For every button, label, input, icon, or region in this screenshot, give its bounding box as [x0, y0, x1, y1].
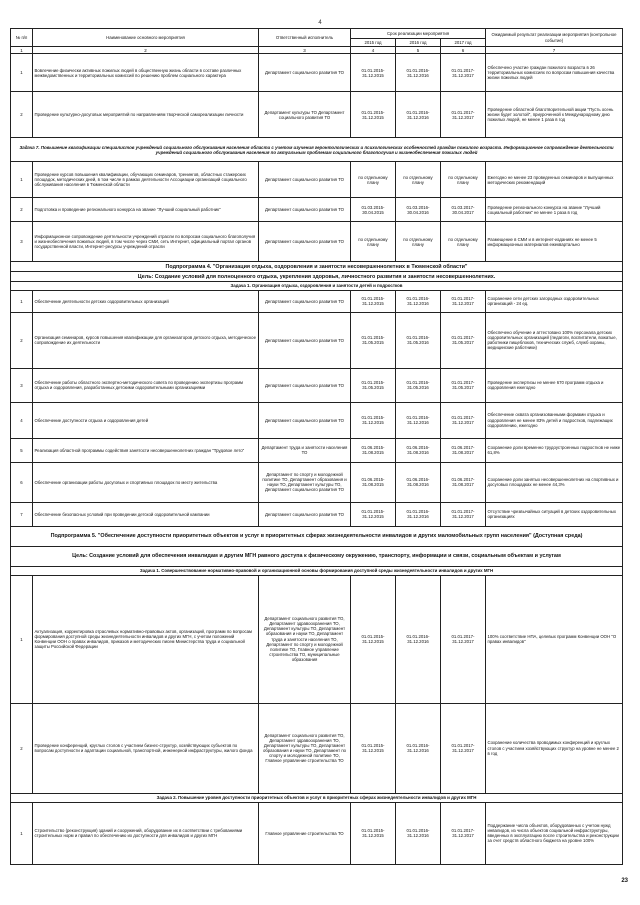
row-2017: 01.01.2017-31.12.2017 — [441, 92, 486, 138]
row-name: Подготовка и проведение регионального конкурса на звание "Лучший социальный работник" — [33, 198, 259, 222]
row-executor: Департамент социального развития ТО — [259, 368, 351, 402]
header-index-cell: 5 — [396, 47, 441, 54]
header-2015: 2015 год — [351, 39, 396, 47]
row-2016: 01.01.2016-31.12.2016 — [396, 575, 441, 703]
row-name: Обеспечение работы областного экспертно-методического совета по проведению экспертизы программ отдыха и оздоровления, разработанных детскими оздоровительными организациями — [33, 368, 259, 402]
row-2017: 01.01.2017-31.12.2017 — [441, 54, 486, 92]
row-2016: 01.01.2016-31.05.2016 — [396, 312, 441, 368]
table-row — [11, 162, 623, 198]
row-2016: по отдельному плану — [396, 162, 441, 198]
row-2017: 01.01.2017-31.05.2017 — [441, 368, 486, 402]
row-executor: Департамент социального развития ТО — [259, 162, 351, 198]
table-row — [11, 290, 623, 312]
row-2015: 01.01.2015-31.05.2015 — [351, 312, 396, 368]
row-num: 2 — [11, 92, 33, 138]
header-index-cell: 3 — [259, 47, 351, 54]
sheet-number: 23 — [621, 878, 628, 884]
row-num: 1 — [11, 290, 33, 312]
row-name: Обеспечение деятельности детских оздоровительных организаций — [33, 290, 259, 312]
header-period: Срок реализации мероприятия — [351, 29, 486, 39]
row-2015: 01.01.2015-31.12.2015 — [351, 92, 396, 138]
header-index-cell: 6 — [441, 47, 486, 54]
goal-row — [11, 546, 623, 566]
row-2016: 01.01.2016-31.12.2016 — [396, 703, 441, 793]
table-row — [11, 462, 623, 502]
row-2017: 01.01.2017-31.12.2017 — [441, 802, 486, 864]
row-num: 1 — [11, 162, 33, 198]
task-5-2-heading: Задача 2. Повышение уровня доступности приоритетных объектов и услуг в приоритетных сферах жизнедеятельности инвалидов и других МГН — [11, 793, 623, 802]
row-num: 3 — [11, 368, 33, 402]
row-name: Обеспечение организации работы досуговых и спортивных площадок по месту жительства — [33, 462, 259, 502]
header-index-cell: 1 — [11, 47, 33, 54]
task-row — [11, 566, 623, 575]
measures-table — [10, 28, 623, 865]
row-num: 1 — [11, 575, 33, 703]
row-num: 2 — [11, 312, 33, 368]
row-name: Организация семинаров, курсов повышения квалификации для организаторов детского отдыха, методическое сопровождение их деятельности — [33, 312, 259, 368]
row-name: Реализация областной программы содействия занятости несовершеннолетних граждан "Трудовое лето" — [33, 438, 259, 462]
row-executor: Департамент социального развития ТО — [259, 54, 351, 92]
row-2015: 01.01.2015-31.12.2015 — [351, 502, 396, 526]
row-2015: 01.03.2015-30.04.2015 — [351, 198, 396, 222]
table-row — [11, 222, 623, 262]
task-5-1-heading: Задача 1. Совершенствование нормативно-правовой и организационной основы формирования доступной среды жизнедеятельности инвалидов и других МГН — [11, 566, 623, 575]
table-row — [11, 54, 623, 92]
row-2016: 01.01.2016-31.12.2016 — [396, 402, 441, 438]
row-name: Актуализация, корректировка отраслевых нормативно-правовых актов, организаций, программ по вопросам формирования доступной среды жизнедеятельности инвалидов и других МГН, с учетом положений Конвенции ООН о правах инвалидов, приказов и методических писем Министерства труда и социальной защиты Российской Федерации — [33, 575, 259, 703]
row-executor: Департамент по спорту и молодежной политике ТО, Департамент образования и науки ТО, Департамент культуры ТО, Департамент социального развития ТО — [259, 462, 351, 502]
row-result: Ежегодно не менее 23 проведенных семинаров и выпущенных методических рекомендаций — [486, 162, 623, 198]
row-executor: Департамент социального развития ТО — [259, 312, 351, 368]
row-2017: 01.01.2017-31.12.2017 — [441, 575, 486, 703]
task-row — [11, 793, 623, 802]
row-name: Проведение курсов повышения квалификации, обучающих семинаров, тренингов, областных стажерских площадок, методических дней, в том числе в рамках деятельности Ассоциации организаций социального обслуживания населения в Тюменской области — [33, 162, 259, 198]
row-2016: 01.06.2016-31.08.2016 — [396, 438, 441, 462]
row-num: 5 — [11, 438, 33, 462]
row-executor: Департамент социального развития ТО — [259, 222, 351, 262]
row-num: 3 — [11, 222, 33, 262]
row-executor: Департамент социального развития ТО — [259, 290, 351, 312]
goal-4-heading: Цель: Создание условий для полноценного отдыха, укрепления здоровья, личностного развития и занятости несовершеннолетних. — [11, 272, 623, 282]
row-result: Поддержание числа объектов, оборудованных с учетом нужд инвалидов, из числа объектов социальной инфраструктуры, введенных в эксплуатацию после строительства и реконструкции за счет средств областного бюджета на уровне 100% — [486, 802, 623, 864]
subprogram-5-heading: Подпрограмма 5. "Обеспечение доступности приоритетных объектов и услуг в приоритетных сферах жизнедеятельности инвалидов и других маломобильных групп населения" (Доступная среда) — [11, 526, 623, 546]
table-row — [11, 802, 623, 864]
task-row — [11, 282, 623, 290]
row-2017: 01.01.2017-31.12.2017 — [441, 290, 486, 312]
row-name: Обеспечение доступности отдыха и оздоровления детей — [33, 402, 259, 438]
row-num: 1 — [11, 802, 33, 864]
row-2016: 01.01.2016-31.12.2016 — [396, 502, 441, 526]
row-name: Проведение конференций, круглых столов с участием бизнес-структур, хозяйствующих субъектов по вопросам доступности и адаптации социальной, транспортной, инженерной инфраструктуры, жилого фонда — [33, 703, 259, 793]
subprogram-4-heading: Подпрограмма 4. "Организация отдыха, оздоровления и занятости несовершеннолетних в Тюменской области" — [11, 262, 623, 272]
row-2015: 01.06.2015-31.08.2015 — [351, 438, 396, 462]
table-row — [11, 703, 623, 793]
row-result: Сохранение количества проводимых конференций и круглых столов с участием хозяйствующих структур на уровне не менее 2 в год — [486, 703, 623, 793]
header-index-cell: 7 — [486, 47, 623, 54]
row-result: Отсутствие чрезвычайных ситуаций в детских оздоровительных организациях — [486, 502, 623, 526]
row-2015: 01.01.2015-31.12.2015 — [351, 703, 396, 793]
row-result: Обеспечено участие граждан пожилого возраста в 26 территориальных комиссиях по вопросам повышения качества жизни пожилых людей — [486, 54, 623, 92]
row-result: Проведение областной благотворительной акции "Пусть осень жизни будет золотой", приуроченной к Международному дню пожилых людей, не менее 1 раза в год — [486, 92, 623, 138]
row-name: Информационное сопровождение деятельности учреждений отрасли по вопросам социального благополучия и жизнеобеспечения пожилых людей, в том числе через СМИ, сеть Интернет, официальный портал органов государственной власти, Интернет-ресурсы учреждений отрасли — [33, 222, 259, 262]
row-num: 2 — [11, 198, 33, 222]
row-executor: Департамент культуры ТО Департамент социального развития ТО — [259, 92, 351, 138]
row-2015: 01.01.2015-31.12.2015 — [351, 290, 396, 312]
row-executor: Департамент социального развития ТО — [259, 198, 351, 222]
row-name: Строительство (реконструкция) зданий и сооружений, оборудование их в соответствии с требованиями строительных норм и правил по обеспечению их доступности для инвалидов и других МГН — [33, 802, 259, 864]
header-name: Наименование основного мероприятия — [33, 29, 259, 47]
header-index-row — [11, 47, 623, 54]
row-2017: 01.01.2017-31.12.2017 — [441, 402, 486, 438]
row-name: Вовлечение физически активных пожилых людей в общественную жизнь области в составе различных межведомственных и территориальных комиссий по решению проблем социального характера — [33, 54, 259, 92]
table-row — [11, 92, 623, 138]
row-2016: 01.06.2016-31.08.2016 — [396, 462, 441, 502]
row-2015: 01.06.2015-31.08.2015 — [351, 462, 396, 502]
task-4-1-heading: Задача 1. Организация отдыха, оздоровления и занятости детей и подростков — [11, 282, 623, 290]
row-executor: Департамент социального развития ТО — [259, 402, 351, 438]
row-2017: 01.01.2017-31.05.2017 — [441, 312, 486, 368]
row-2016: 01.01.2016-31.05.2016 — [396, 368, 441, 402]
table-row — [11, 368, 623, 402]
goal-row — [11, 272, 623, 282]
row-2016: 01.01.2016-31.12.2016 — [396, 802, 441, 864]
row-num: 4 — [11, 402, 33, 438]
table-row — [11, 198, 623, 222]
row-2015: 01.01.2015-31.12.2015 — [351, 575, 396, 703]
row-result: Проведение регионального конкурса на звание "Лучший социальный работник" не менее 1 раза в год — [486, 198, 623, 222]
row-2015: по отдельному плану — [351, 222, 396, 262]
header-index-cell: 2 — [33, 47, 259, 54]
row-2016: 01.01.2016-31.12.2016 — [396, 290, 441, 312]
header-result: Ожидаемый результат реализации мероприятия (контрольное событие) — [486, 29, 623, 47]
page-top-number: 4 — [318, 20, 322, 26]
row-2015: 01.01.2015-31.05.2015 — [351, 368, 396, 402]
task-row — [11, 138, 623, 162]
row-2017: по отдельному плану — [441, 162, 486, 198]
row-num: 1 — [11, 54, 33, 92]
row-2017: 01.01.2017-31.12.2017 — [441, 502, 486, 526]
goal-5-heading: Цель: Создание условий для обеспечения инвалидам и другим МГН равного доступа к физическому окружению, транспорту, информации и связи, социальным объектам и услугам — [11, 546, 623, 566]
subprogram-row — [11, 262, 623, 272]
row-2016: 01.03.2016-30.04.2016 — [396, 198, 441, 222]
table-row — [11, 502, 623, 526]
row-2016: 01.01.2016-31.12.2016 — [396, 54, 441, 92]
header-2017: 2017 год — [441, 39, 486, 47]
row-executor: Департамент социального развития ТО, Департамент здравоохранения ТО, Департамент культуры ТО, Департамент образования и науки ТО, Департамент труда и занятости населения ТО, Департамент по спорту и молодежной политике ТО, Главное управление строительства ТО, муниципальные образования — [259, 575, 351, 703]
row-executor: Департамент социального развития ТО, Департамент здравоохранения ТО, Департамент культуры ТО, Департамент образования и науки ТО, Департамент по спорту и молодежной политике ТО, Главное управление строительства ТО — [259, 703, 351, 793]
row-result: Сохранение доли временно трудоустроенных подростков не ниже 61,8% — [486, 438, 623, 462]
row-executor: Департамент социального развития ТО — [259, 502, 351, 526]
row-executor: Главное управление строительства ТО — [259, 802, 351, 864]
row-num: 2 — [11, 703, 33, 793]
row-2015: по отдельному плану — [351, 162, 396, 198]
row-result: 100% соответствие НПА, целевых программ Конвенции ООН "О правах инвалидов" — [486, 575, 623, 703]
row-2017: 01.03.2017-30.04.2017 — [441, 198, 486, 222]
header-index-cell: 4 — [351, 47, 396, 54]
row-2017: по отдельному плану — [441, 222, 486, 262]
row-result: Обеспечено обучение и аттестовано 100% персонала детских оздоровительных организаций (педагоги, воспитатели, вожатые, работники пищеблоков, технических служб, служб охраны, медицинские работники) — [486, 312, 623, 368]
row-2015: 01.01.2015-31.12.2015 — [351, 54, 396, 92]
row-num: 7 — [11, 502, 33, 526]
row-2015: 01.01.2015-31.12.2015 — [351, 802, 396, 864]
header-num: № п/п — [11, 29, 33, 47]
row-result: Обеспечение охвата организованными формами отдыха и оздоровления не менее 83% детей и подростков, подлежащих оздоровлению, ежегодно — [486, 402, 623, 438]
row-result: Сохранение сети детских загородных оздоровительных организаций - 24 ед. — [486, 290, 623, 312]
header-2016: 2016 год — [396, 39, 441, 47]
subprogram-row — [11, 526, 623, 546]
task-7-heading: Задача 7. Повышение квалификации специалистов учреждений социального обслуживания населения области с учетом изучения геронтологических и психологических особенностей граждан пожилого возраста. Информационное сопровождение деятельности учреждений социального обслуживания населения по актуальным проблемам социального благополучия и жизнеобеспечения пожилых людей — [11, 138, 623, 162]
row-2016: по отдельному плану — [396, 222, 441, 262]
table-row — [11, 438, 623, 462]
row-2017: 01.06.2017-31.08.2017 — [441, 462, 486, 502]
row-result: Проведение экспертизы не менее 670 программ отдыха и оздоровления ежегодно — [486, 368, 623, 402]
row-num: 6 — [11, 462, 33, 502]
row-executor: Департамент труда и занятости населения ТО — [259, 438, 351, 462]
row-result: Сохранение доли занятых несовершеннолетних на спортивных и досуговых площадках не менее 44,3% — [486, 462, 623, 502]
row-name: Обеспечение безопасных условий при проведении детской оздоровительной кампании — [33, 502, 259, 526]
header-row-1 — [11, 29, 623, 39]
header-executor: Ответственный исполнитель — [259, 29, 351, 47]
row-2016: 01.01.2016-31.12.2016 — [396, 92, 441, 138]
table-row — [11, 402, 623, 438]
table-row — [11, 575, 623, 703]
row-2017: 01.06.2017-31.08.2017 — [441, 438, 486, 462]
row-name: Проведение культурно-досуговых мероприятий по направлениям творческой самореализации личности — [33, 92, 259, 138]
row-2015: 01.01.2015-31.12.2015 — [351, 402, 396, 438]
row-result: Размещение в СМИ и в интернет-изданиях не менее 5 информационных материалов ежеквартально — [486, 222, 623, 262]
table-row — [11, 312, 623, 368]
row-2017: 01.01.2017-31.12.2017 — [441, 703, 486, 793]
